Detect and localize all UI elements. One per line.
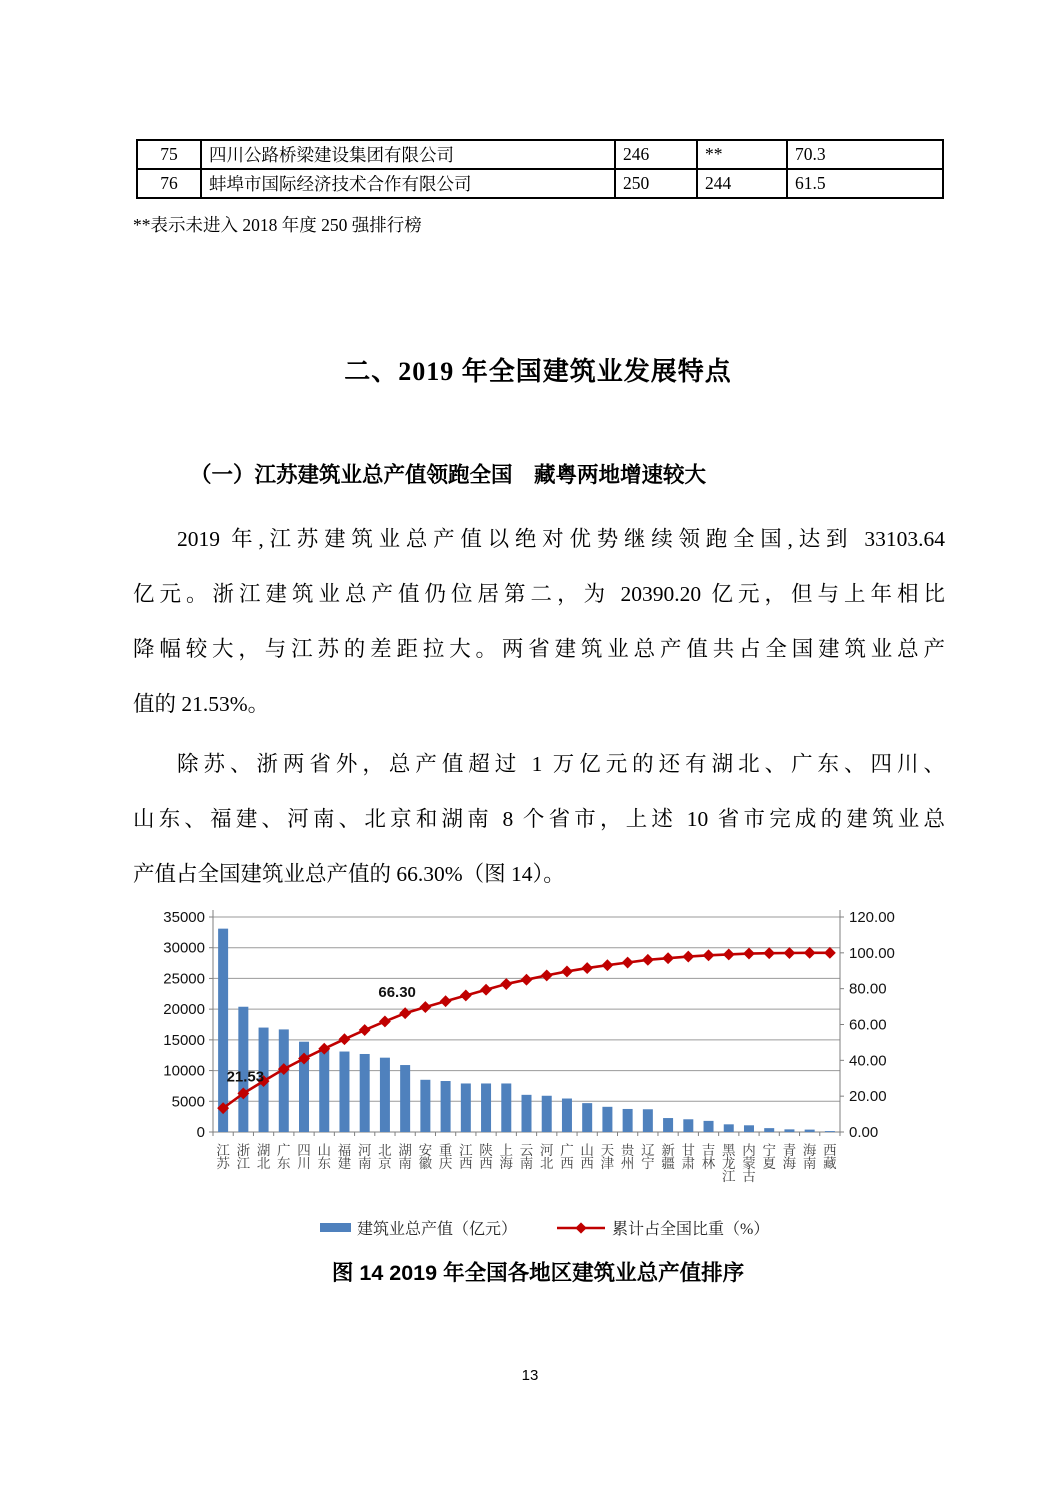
legend-bar-label: 建筑业总产值（亿元）	[357, 1221, 518, 1238]
value-cell: **	[697, 140, 787, 169]
text-line: 值的 21.53%。	[133, 692, 270, 716]
bar-河南	[360, 1054, 370, 1132]
bar-北京	[380, 1058, 390, 1132]
x-label-海南: 海南	[802, 1143, 817, 1171]
x-label-河南: 河南	[357, 1143, 372, 1171]
line-marker-河北	[541, 969, 553, 981]
x-label-河北: 河北	[539, 1143, 554, 1171]
bar-江苏	[218, 929, 228, 1132]
ranking-table-continued	[136, 139, 944, 199]
right-axis-label: 80.00	[849, 980, 887, 998]
line-marker-陕西	[480, 984, 492, 996]
value-cell: 244	[697, 169, 787, 198]
company-cell: 蚌埠市国际经济技术合作有限公司	[201, 169, 615, 198]
left-axis-label: 20000	[163, 1001, 205, 1019]
line-marker-西藏	[824, 947, 836, 959]
value-cell: 246	[615, 140, 697, 169]
bar-内蒙古	[744, 1125, 754, 1132]
x-label-安徽: 安徽	[418, 1143, 433, 1171]
line-marker-宁夏	[763, 947, 775, 959]
line-marker-贵州	[622, 957, 634, 969]
value-cell: 61.5	[787, 169, 943, 198]
x-label-天津: 天津	[600, 1143, 615, 1171]
x-label-福建: 福建	[337, 1143, 352, 1171]
table-row	[137, 169, 943, 198]
line-marker-北京	[379, 1016, 391, 1028]
bar-西藏	[825, 1131, 835, 1132]
bar-甘肃	[683, 1119, 693, 1132]
bar-山东	[319, 1048, 329, 1132]
line-marker-吉林	[703, 949, 715, 961]
text-line: 山东、福建、河南、北京和湖南 8 个省市，上述 10 省市完成的建筑业总	[133, 807, 945, 831]
bar-辽宁	[643, 1109, 653, 1132]
x-label-四川: 四川	[297, 1143, 311, 1171]
bar-宁夏	[764, 1128, 774, 1132]
bar-福建	[339, 1052, 349, 1132]
x-label-上海: 上海	[499, 1143, 514, 1171]
x-label-黑龙江: 黑龙江	[722, 1143, 736, 1184]
line-marker-山西	[581, 962, 593, 974]
x-label-山西: 山西	[580, 1143, 594, 1171]
figure-caption: 图 14 2019 年全国各地区建筑业总产值排序	[331, 1261, 745, 1285]
company-cell: 四川公路桥梁建设集团有限公司	[201, 140, 615, 169]
left-axis-label: 10000	[163, 1062, 205, 1080]
bar-天津	[602, 1107, 612, 1132]
x-label-北京: 北京	[378, 1143, 392, 1171]
subsection-heading: （一）江苏建筑业总产值领跑全国 藏粤两地增速较大	[190, 463, 707, 487]
line-marker-福建	[339, 1033, 351, 1045]
line-marker-天津	[601, 959, 613, 971]
line-marker-辽宁	[642, 954, 654, 966]
rank-cell: 75	[137, 140, 201, 169]
bar-广西	[562, 1099, 572, 1132]
bar-陕西	[481, 1083, 491, 1132]
x-label-辽宁: 辽宁	[641, 1143, 655, 1171]
bar-云南	[522, 1095, 532, 1132]
left-axis-label: 35000	[163, 909, 205, 926]
bar-江西	[461, 1083, 471, 1132]
x-label-陕西: 陕西	[479, 1143, 493, 1171]
text-line: 2019 年,江苏建筑业总产值以绝对优势继续领跑全国,达到 33103.64	[177, 527, 945, 551]
bar-海南	[805, 1130, 815, 1132]
x-label-青海: 青海	[782, 1143, 797, 1171]
bar-黑龙江	[724, 1124, 734, 1132]
bar-青海	[784, 1129, 794, 1132]
data-label: 66.30	[378, 984, 416, 1002]
data-label: 21.53	[226, 1068, 265, 1086]
bar-广东	[279, 1029, 289, 1132]
left-axis-label: 25000	[163, 970, 205, 988]
line-marker-广西	[561, 966, 573, 978]
right-axis-label: 0.00	[849, 1124, 879, 1141]
x-label-江苏: 江苏	[216, 1143, 230, 1171]
x-label-湖南: 湖南	[398, 1143, 412, 1171]
bar-河北	[542, 1096, 552, 1132]
value-cell: 250	[615, 169, 697, 198]
line-marker-新疆	[662, 952, 674, 964]
x-label-甘肃: 甘肃	[681, 1143, 696, 1171]
line-marker-青海	[783, 947, 795, 959]
bar-重庆	[441, 1081, 451, 1132]
line-marker-上海	[500, 978, 512, 990]
text-line: 亿元。浙江建筑业总产值仍位居第二，为 20390.20 亿元，但与上年相比	[133, 582, 945, 606]
x-label-广西: 广西	[560, 1143, 574, 1171]
x-label-西藏: 西藏	[823, 1143, 837, 1171]
x-label-新疆: 新疆	[661, 1143, 675, 1171]
table-footnote: **表示未进入 2018 年度 250 强排行榜	[133, 215, 422, 235]
legend-line-marker	[575, 1222, 586, 1233]
rank-cell: 76	[137, 169, 201, 198]
x-label-重庆: 重庆	[438, 1143, 453, 1171]
x-label-贵州: 贵州	[620, 1143, 635, 1171]
right-axis-label: 20.00	[849, 1088, 887, 1106]
page-number: 13	[521, 1367, 539, 1384]
x-label-江西: 江西	[459, 1143, 473, 1171]
left-axis-label: 30000	[163, 939, 205, 957]
line-marker-安徽	[419, 1001, 431, 1013]
line-marker-河南	[359, 1024, 371, 1036]
x-label-广东: 广东	[277, 1143, 291, 1171]
legend-line-label: 累计占全国比重（%）	[612, 1221, 770, 1238]
bar-贵州	[623, 1109, 633, 1132]
x-label-云南: 云南	[519, 1143, 534, 1171]
right-axis-label: 60.00	[849, 1016, 887, 1034]
left-axis-label: 0	[196, 1124, 205, 1141]
right-axis-label: 100.00	[849, 944, 895, 962]
line-marker-黑龙江	[723, 949, 735, 961]
x-label-浙江: 浙江	[236, 1143, 251, 1171]
bar-上海	[501, 1083, 511, 1132]
left-axis-label: 5000	[171, 1093, 205, 1111]
x-label-吉林: 吉林	[701, 1143, 716, 1171]
text-line: 降幅较大，与江苏的差距拉大。两省建筑业总产值共占全国建筑业总产	[133, 637, 945, 661]
line-marker-内蒙古	[743, 948, 755, 960]
line-marker-甘肃	[682, 951, 694, 963]
line-marker-江西	[460, 990, 472, 1002]
x-label-内蒙古: 内蒙古	[742, 1143, 756, 1184]
bar-山西	[582, 1103, 592, 1132]
line-marker-海南	[804, 947, 816, 959]
x-label-宁夏: 宁夏	[762, 1143, 776, 1171]
body-paragraph-2	[133, 737, 945, 902]
bar-安徽	[420, 1080, 430, 1132]
pareto-chart	[133, 893, 933, 1245]
line-marker-云南	[521, 974, 533, 986]
x-label-湖北: 湖北	[256, 1143, 271, 1171]
body-paragraph-1	[133, 512, 945, 732]
right-axis-label: 40.00	[849, 1052, 887, 1070]
table-row	[137, 140, 943, 169]
bar-湖南	[400, 1065, 410, 1132]
value-cell: 70.3	[787, 140, 943, 169]
section-heading: 二、2019 年全国建筑业发展特点	[344, 357, 732, 386]
bar-新疆	[663, 1118, 673, 1132]
legend-bar-swatch	[320, 1223, 351, 1232]
x-label-山东: 山东	[317, 1143, 331, 1171]
left-axis-label: 15000	[163, 1031, 205, 1049]
text-line: 除苏、浙两省外，总产值超过 1 万亿元的还有湖北、广东、四川、	[177, 752, 945, 776]
line-marker-重庆	[440, 995, 452, 1007]
right-axis-label: 120.00	[849, 909, 895, 926]
bar-吉林	[704, 1121, 714, 1132]
text-line: 产值占全国建筑业总产值的 66.30%（图 14）。	[133, 862, 565, 886]
pareto-chart-svg	[133, 893, 933, 1245]
